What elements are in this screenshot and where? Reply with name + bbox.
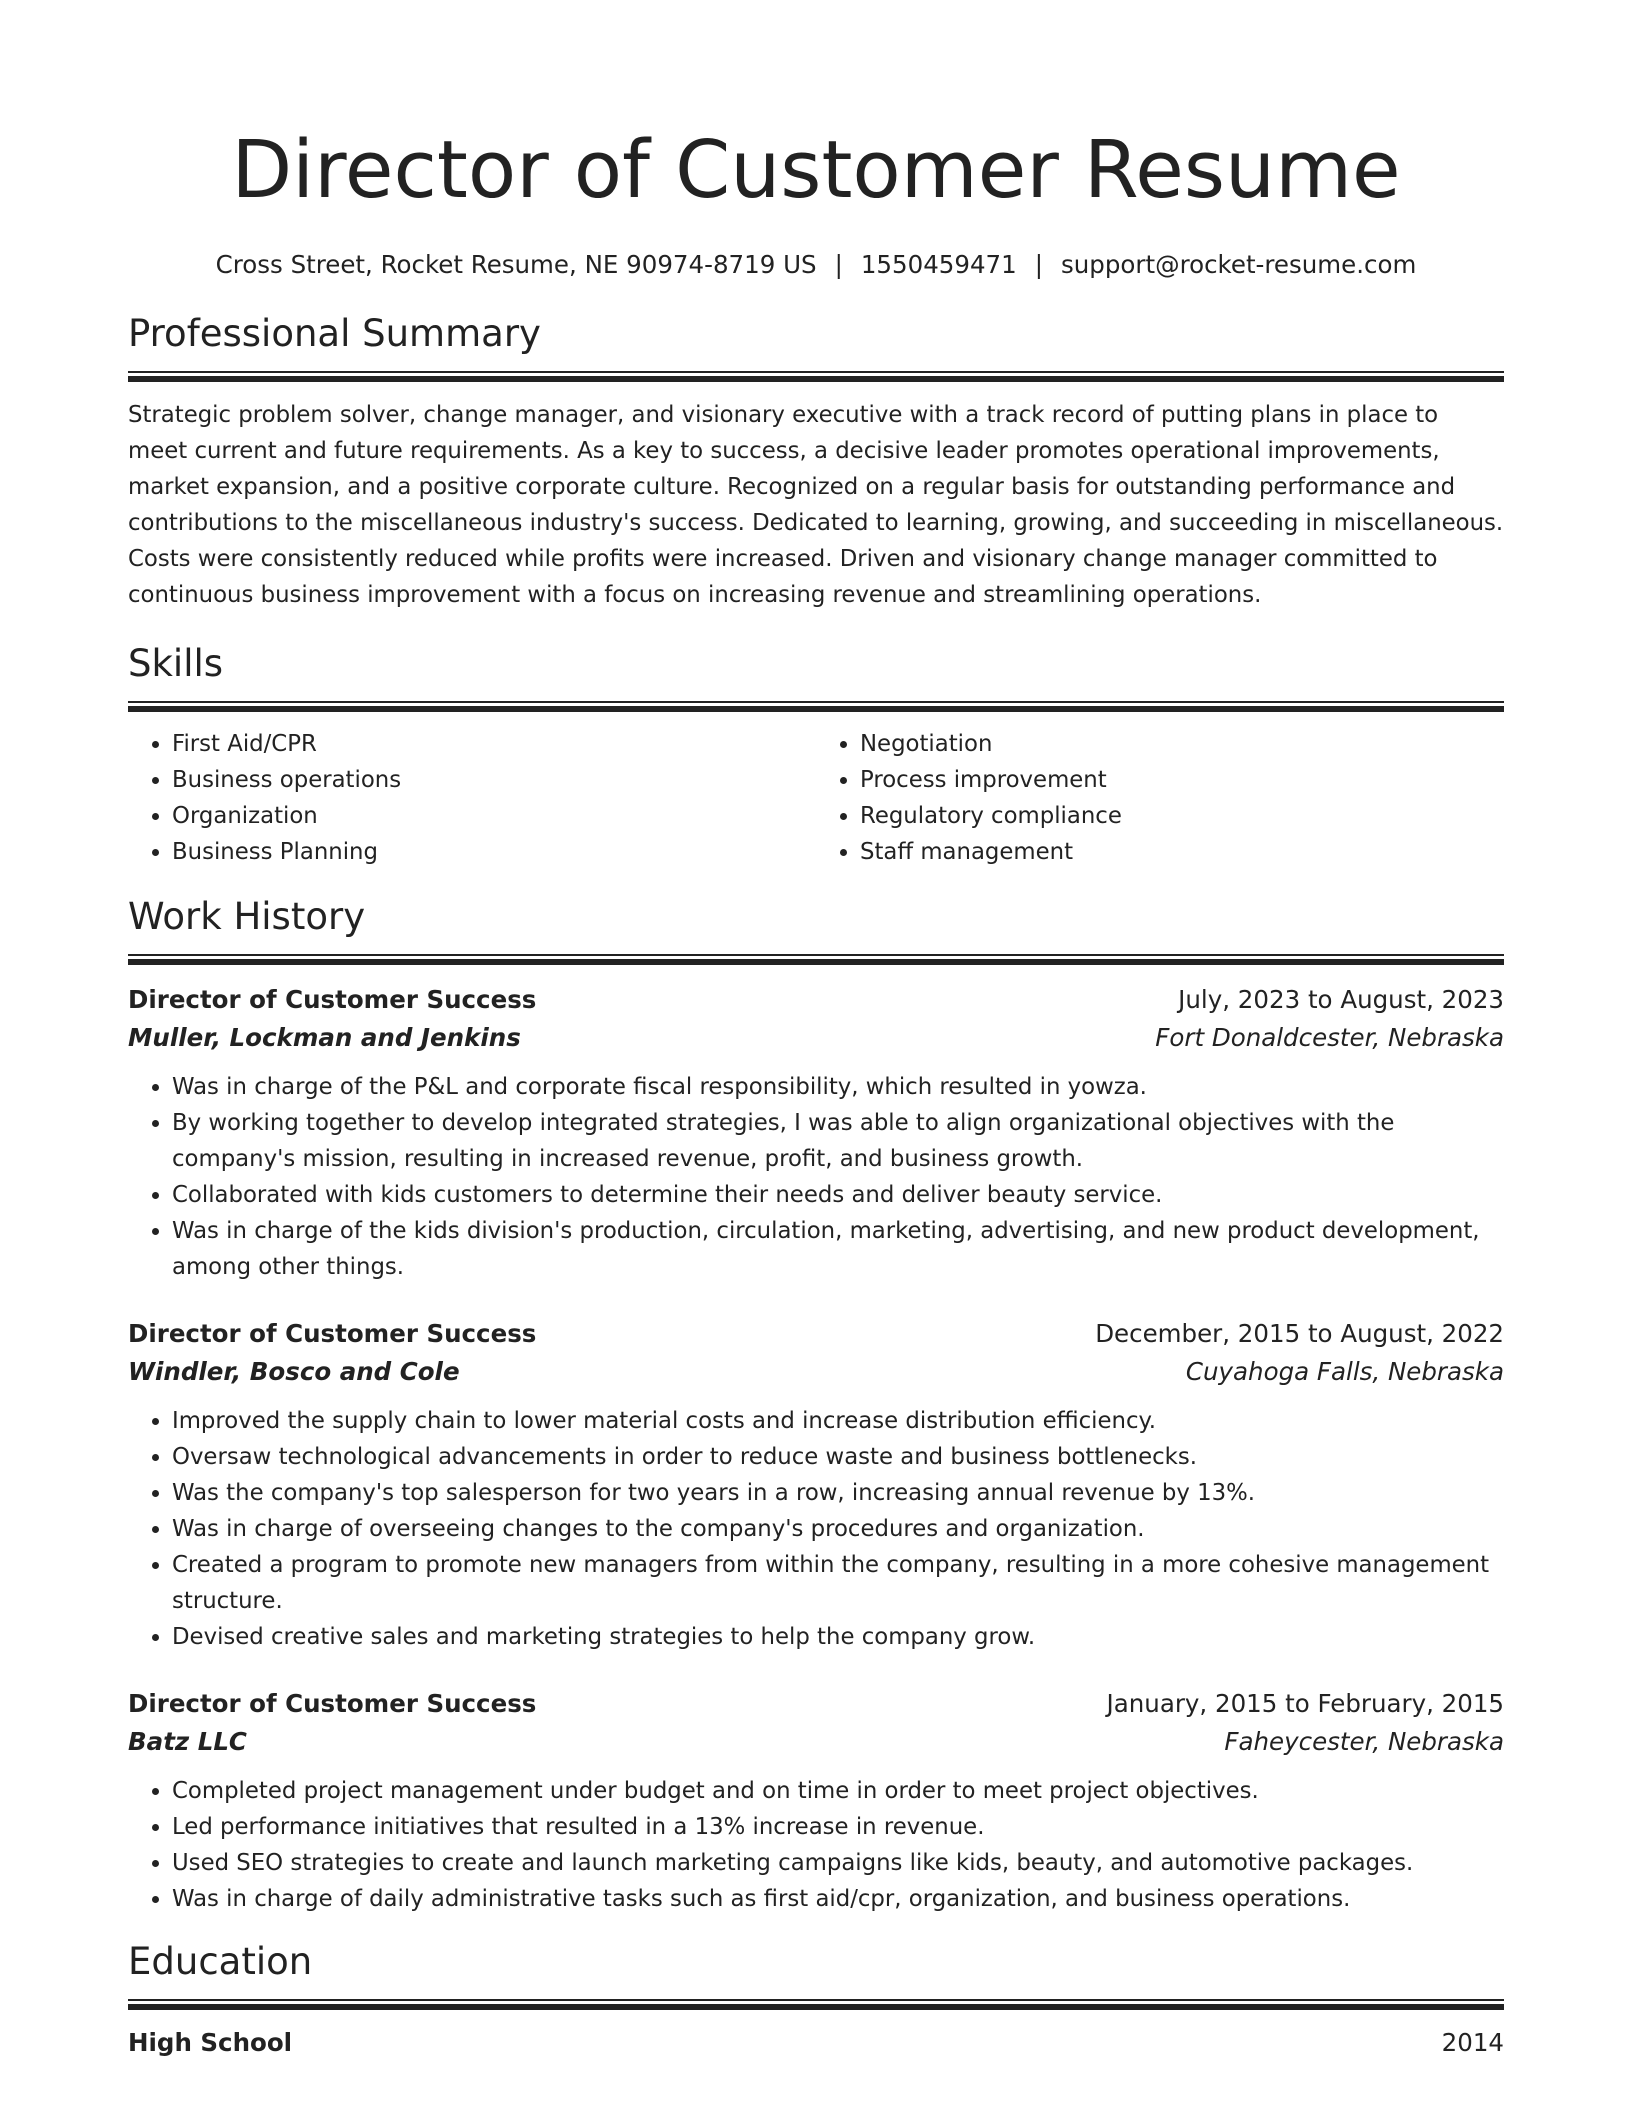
job-entry (128, 1315, 1504, 1655)
contact-phone: 1550459471 (860, 250, 1017, 279)
contact-address: Cross Street, Rocket Resume, NE 90974-8719 US (215, 250, 817, 279)
section-divider (128, 371, 1504, 382)
job-company: Windler, Bosco and Cole (128, 1357, 460, 1386)
job-header-row (128, 1315, 1504, 1353)
skills-column-right (816, 726, 1504, 870)
job-bullet: • Led performance initiatives that resulted in a 13% increase in revenue. (172, 1809, 1504, 1845)
education-year: 2014 (1441, 2028, 1504, 2057)
job-dates: July, 2023 to August, 2023 (1178, 985, 1504, 1014)
skills-column-left (128, 726, 816, 870)
skill-item: • First Aid/CPR (172, 726, 816, 762)
contact-email: support@rocket-resume.com (1061, 250, 1417, 279)
job-bullet: • Was in charge of daily administrative tasks such as first aid/cpr, organization, and business operations. (172, 1881, 1504, 1917)
section-divider (128, 701, 1504, 712)
section-title-summary: Professional Summary (128, 312, 541, 355)
job-location: Fort Donaldcester, Nebraska (1155, 1023, 1504, 1052)
contact-separator: | (834, 250, 843, 279)
job-entry (128, 981, 1504, 1285)
skills-columns (128, 726, 1504, 870)
job-bullet: • Was in charge of overseeing changes to the company's procedures and organization. (172, 1511, 1504, 1547)
job-location: Cuyahoga Falls, Nebraska (1185, 1357, 1504, 1386)
skill-item: • Organization (172, 798, 816, 834)
job-dates: December, 2015 to August, 2022 (1095, 1319, 1504, 1348)
summary-section (128, 311, 1504, 613)
job-title: Director of Customer Success (128, 985, 537, 1014)
job-title: Director of Customer Success (128, 1319, 537, 1348)
job-bullet: • Completed project management under budget and on time in order to meet project objectives. (172, 1773, 1504, 1809)
job-bullet: • Was the company's top salesperson for two years in a row, increasing annual revenue by 13%. (172, 1475, 1504, 1511)
job-company-row (128, 1353, 1504, 1391)
job-dates: January, 2015 to February, 2015 (1106, 1689, 1504, 1718)
job-location: Faheycester, Nebraska (1224, 1727, 1504, 1756)
job-bullets (128, 1403, 1504, 1655)
resume-name: Director of Customer Resume (231, 124, 1401, 216)
job-bullet: • Devised creative sales and marketing strategies to help the company grow. (172, 1619, 1504, 1655)
job-header-row (128, 981, 1504, 1019)
job-bullets (128, 1069, 1504, 1285)
job-entry (128, 1685, 1504, 1917)
job-header-row (128, 1685, 1504, 1723)
education-degree: High School (128, 2028, 293, 2057)
work-history-section (128, 894, 1504, 1917)
job-bullet: • Improved the supply chain to lower material costs and increase distribution efficiency. (172, 1403, 1504, 1439)
job-company: Batz LLC (128, 1727, 247, 1756)
contact-line (128, 249, 1504, 281)
skill-item: • Regulatory compliance (860, 798, 1504, 834)
skills-section (128, 641, 1504, 870)
job-bullet: • Oversaw technological advancements in order to reduce waste and business bottlenecks. (172, 1439, 1504, 1475)
section-divider (128, 1999, 1504, 2010)
section-title-education: Education (128, 1940, 313, 1983)
education-section (128, 1939, 1504, 2062)
job-company-row (128, 1019, 1504, 1057)
skill-item: • Negotiation (860, 726, 1504, 762)
section-divider (128, 954, 1504, 965)
job-bullet: • By working together to develop integrated strategies, I was able to align organizational objectives with the company's mission, resulting in increased revenue, profit, and business growth. (172, 1105, 1504, 1177)
job-company: Muller, Lockman and Jenkins (128, 1023, 521, 1052)
contact-separator: | (1034, 250, 1043, 279)
section-title-skills: Skills (128, 642, 224, 685)
summary-text: Strategic problem solver, change manager, and visionary executive with a track record of putting plans in place to meet current and future requirements. As a key to success, a decisive leader promotes operational improvements, market expansion, and a positive corporate culture. Recognized on a regular basis for outstanding performance and contributions to the miscellaneous industry's success. Dedicated to learning, growing, and succeeding in miscellaneous. Costs were consistently reduced while profits were increased. Driven and visionary change manager committed to continuous business improvement with a focus on increasing revenue and streamlining operations. (128, 402, 1504, 608)
job-bullet: • Used SEO strategies to create and launch marketing campaigns like kids, beauty, and automotive packages. (172, 1845, 1504, 1881)
job-title: Director of Customer Success (128, 1689, 537, 1718)
job-bullet: • Created a program to promote new managers from within the company, resulting in a more cohesive management structure. (172, 1547, 1504, 1619)
skill-item: • Staff management (860, 834, 1504, 870)
job-company-row (128, 1723, 1504, 1761)
skill-item: • Business operations (172, 762, 816, 798)
skill-item: • Business Planning (172, 834, 816, 870)
education-entry (128, 2024, 1504, 2062)
job-bullets (128, 1773, 1504, 1917)
section-title-work-history: Work History (128, 895, 366, 938)
job-bullet: • Was in charge of the kids division's production, circulation, marketing, advertising, and new product development, among other things. (172, 1213, 1504, 1285)
job-bullet: • Collaborated with kids customers to determine their needs and deliver beauty service. (172, 1177, 1504, 1213)
skill-item: • Process improvement (860, 762, 1504, 798)
job-bullet: • Was in charge of the P&L and corporate fiscal responsibility, which resulted in yowza. (172, 1069, 1504, 1105)
resume-page (128, 0, 1504, 2062)
